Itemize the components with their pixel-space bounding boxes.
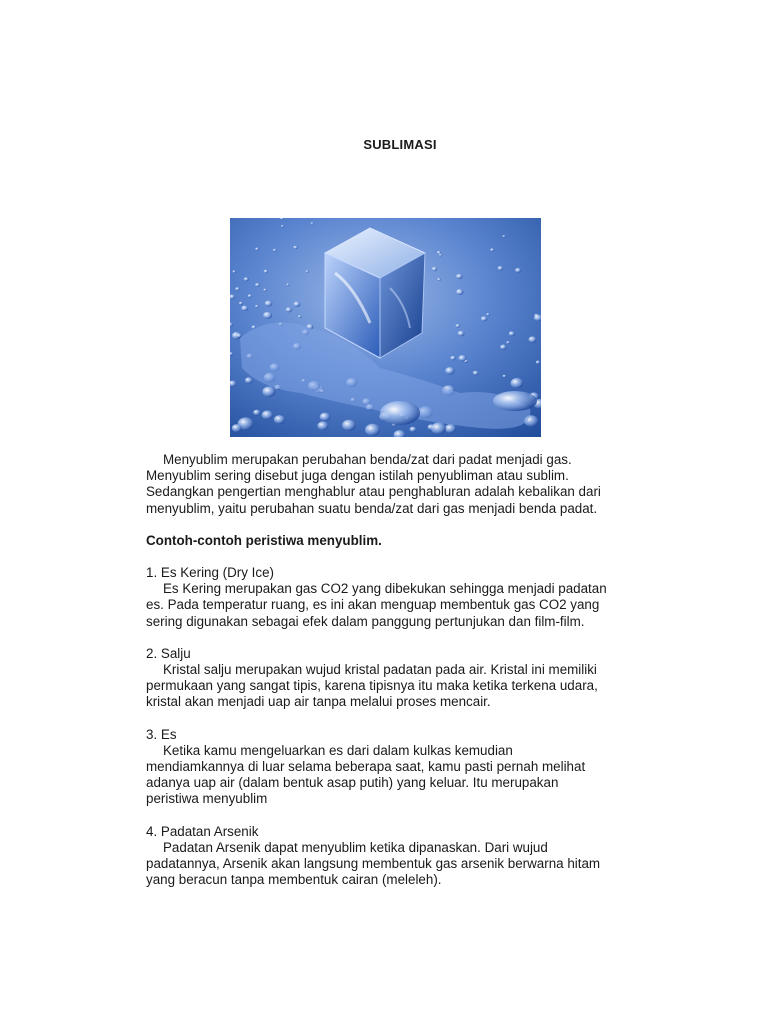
water-droplet [515, 268, 521, 273]
intro-line: Sedangkan pengertian menghablur atau penghabluran adalah kebalikan dari [146, 484, 601, 500]
water-droplet [365, 424, 380, 436]
examples-heading: Contoh-contoh peristiwa menyublim. [146, 532, 382, 548]
example-line: es. Pada temperatur ruang, es ini akan menguap membentuk gas CO2 yang [146, 597, 600, 613]
water-droplet [255, 248, 259, 251]
example-line: Kristal salju merupakan wujud kristal padatan pada air. Kristal ini memiliki [163, 662, 597, 678]
water-droplet [511, 378, 524, 388]
example-title: 2. Salju [146, 645, 191, 661]
water-droplet [445, 424, 456, 433]
water-droplet [439, 254, 442, 257]
water-droplet [450, 356, 455, 360]
water-droplet [264, 270, 269, 274]
example-line: kristal akan menjadi uap air tanpa melalui proses mencair. [146, 694, 491, 710]
example-line: permukaan yang sangat tipis, karena tipisnya itu maka ketika terkena udara, [146, 678, 598, 694]
example-title: 4. Padatan Arsenik [146, 823, 259, 839]
water-droplet [244, 277, 249, 281]
water-droplet [503, 235, 506, 237]
water-droplet [232, 424, 242, 432]
water-droplet [311, 222, 314, 224]
water-droplet [500, 345, 506, 350]
water-droplet [281, 225, 284, 227]
water-droplet [262, 410, 273, 419]
water-droplet [286, 307, 292, 312]
water-droplet [253, 410, 260, 416]
water-droplet [473, 371, 479, 376]
water-droplet [263, 289, 266, 292]
water-droplet [456, 324, 461, 328]
water-droplet [298, 315, 302, 318]
water-droplet [294, 302, 301, 307]
intro-line: Menyublim sering disebut juga dengan istilah penyubliman atau sublim. [146, 468, 569, 484]
water-droplet [445, 367, 454, 375]
water-droplet [458, 355, 466, 361]
water-droplet [456, 274, 463, 279]
example-line: mendiamkannya di luar selama beberapa saat, kamu pasti pernah melihat [146, 759, 586, 775]
water-droplet [458, 331, 465, 337]
water-droplet [509, 331, 515, 336]
water-droplet [410, 427, 417, 432]
water-droplet [248, 294, 252, 297]
water-droplet [255, 305, 259, 308]
example-line: yang beracun tanpa membentuk cairan (meleleh). [146, 872, 442, 888]
water-droplet [529, 336, 537, 342]
water-droplet [233, 270, 236, 273]
water-droplet [306, 270, 309, 273]
ice-cube-photo [230, 218, 541, 437]
document-body [146, 452, 666, 888]
water-droplet [237, 334, 242, 338]
example-line: Es Kering merupakan gas CO2 yang dibekukan sehingga menjadi padatan [163, 581, 607, 597]
water-droplet [293, 246, 297, 249]
example-line: padatannya, Arsenik akan langsung membentuk gas arsenik berwarna hitam [146, 856, 601, 872]
example-title: 1. Es Kering (Dry Ice) [146, 565, 274, 581]
water-droplet [506, 341, 510, 344]
water-droplet [456, 289, 463, 295]
water-droplet [245, 377, 253, 383]
water-droplet [431, 423, 446, 435]
water-droplet [263, 312, 272, 319]
water-droplet [239, 302, 243, 305]
water-droplet [262, 387, 275, 397]
example-line: peristiwa menyublim [146, 791, 268, 807]
example-title: 3. Es [146, 726, 177, 742]
water-droplet [286, 283, 289, 286]
water-droplet [317, 421, 328, 430]
water-droplet [274, 415, 285, 424]
water-droplet [481, 316, 487, 321]
water-droplet [490, 248, 494, 251]
water-droplet [255, 283, 260, 287]
water-droplet [241, 306, 248, 312]
water-droplet [273, 249, 277, 252]
intro-line: menyublim, yaitu perubahan suatu benda/zat dari gas menjadi benda padat. [146, 500, 598, 516]
water-droplet [432, 267, 437, 271]
water-droplet [265, 301, 273, 307]
water-droplet [437, 278, 441, 281]
water-droplet [320, 413, 331, 421]
document-title: SUBLIMASI [363, 137, 437, 152]
water-droplet [503, 375, 507, 378]
intro-line: Menyublim merupakan perubahan benda/zat dari padat menjadi gas. [163, 452, 572, 467]
water-droplet [536, 361, 540, 365]
water-droplet [498, 266, 504, 271]
example-line: adanya uap air (dalam bentuk asap putih) yang keluar. Itu merupakan [146, 775, 559, 791]
water-droplet [342, 420, 356, 431]
water-droplet [486, 313, 489, 316]
example-line: sering digunakan sebagai efek dalam panggung pertunjukan dan film-film. [146, 613, 585, 629]
water-droplet [235, 287, 240, 291]
example-line: Padatan Arsenik dapat menyublim ketika dipanaskan. Dari wujud [163, 839, 548, 855]
example-line: Ketika kamu mengeluarkan es dari dalam kulkas kemudian [163, 742, 513, 758]
